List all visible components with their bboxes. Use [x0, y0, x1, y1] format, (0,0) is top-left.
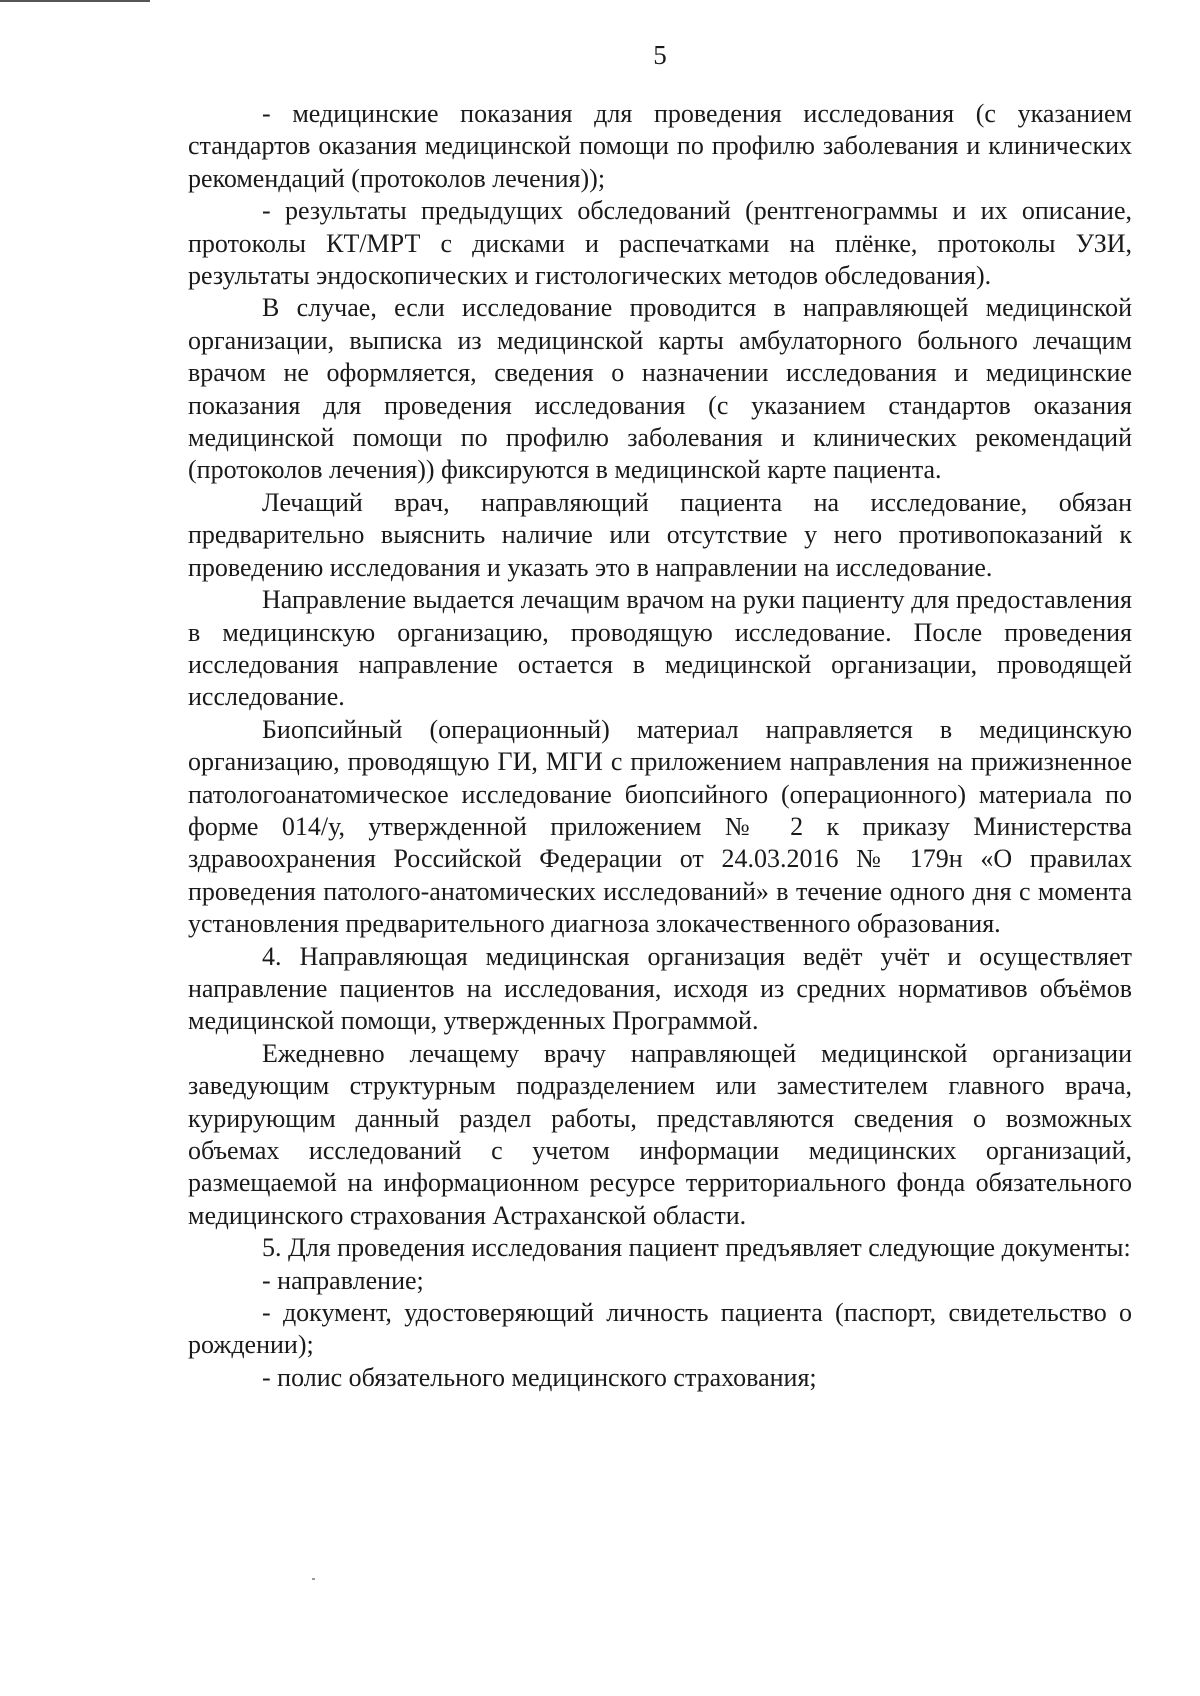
paragraph-contraindications: Лечащий врач, направляющий пациента на исследование, обязан предварительно выяснить наличие или отсутствие у него противопоказаний к проведению исследования и указать это в направлении на исследование.: [188, 487, 1132, 582]
paragraph-in-house-research: В случае, если исследование проводится в направляющей медицинской организации, выписка из медицинской карты амбулаторного больного лечащим врачом не оформляется, сведения о назначении исследования и медицинские показания для проведения исследования (с указанием стандартов оказания медицинской помощи по профилю заболевания и клинических рекомендаций (протоколов лечения)) фиксируются в медицинской карте пациента.: [188, 293, 1132, 485]
paragraph-item-5: 5. Для проведения исследования пациент предъявляет следующие документы:: [262, 1233, 1131, 1263]
page-number: 5: [653, 40, 667, 70]
paragraph-previous-results: - результаты предыдущих обследований (рентгенограммы и их описание, протоколы КТ/МРТ с дисками и распечатками на плёнке, протоколы УЗИ, результаты эндоскопических и гистологических методов обследования).: [188, 196, 1132, 291]
scan-edge-line: [0, 0, 150, 2]
paragraph-item-4: 4. Направляющая медицинская организация ведёт учёт и осуществляет направление пациентов на исследования, исходя из средних нормативов объёмов медицинской помощи, утвержденных Программой.: [188, 941, 1132, 1036]
list-item-identity-document: - документ, удостоверяющий личность пациента (паспорт, свидетельство о рождении);: [188, 1298, 1132, 1360]
list-item-insurance-policy: - полис обязательного медицинского страхования;: [262, 1362, 817, 1392]
paragraph-biopsy-material: Биопсийный (операционный) материал направляется в медицинскую организацию, проводящую ГИ, МГИ с приложением направления на прижизненное патологоанатомическое исследование биопсийного (операционного) материала по форме 014/у, утвержденной приложением № 2 к приказу Министерства здравоохранения Российской Федерации от 24.03.2016 № 179н «О правилах проведения патолого-анатомических исследований» в течение одного дня с момента установления предварительного диагноза злокачественного образования.: [188, 714, 1132, 939]
paragraph-indications: - медицинские показания для проведения исследования (с указанием стандартов оказания медицинской помощи по профилю заболевания и клинических рекомендаций (протоколов лечения));: [188, 99, 1132, 193]
list-item-referral: - направление;: [262, 1265, 424, 1295]
scan-speck: [312, 1578, 315, 1580]
paragraph-referral-issue: Направление выдается лечащим врачом на руки пациенту для предоставления в медицинскую организацию, проводящую исследование. После проведения исследования направление остается в медицинской организации, проводящей исследование.: [188, 585, 1132, 712]
paragraph-daily-info: Ежедневно лечащему врачу направляющей медицинской организации заведующим структурным подразделением или заместителем главного врача, курирующим данный раздел работы, представляются сведения о возможных объемах исследований с учетом информации медицинских организаций, размещаемой на информационном ресурсе территориального фонда обязательного медицинского страхования Астраханской области.: [188, 1038, 1132, 1230]
document-body: [188, 98, 1132, 1394]
